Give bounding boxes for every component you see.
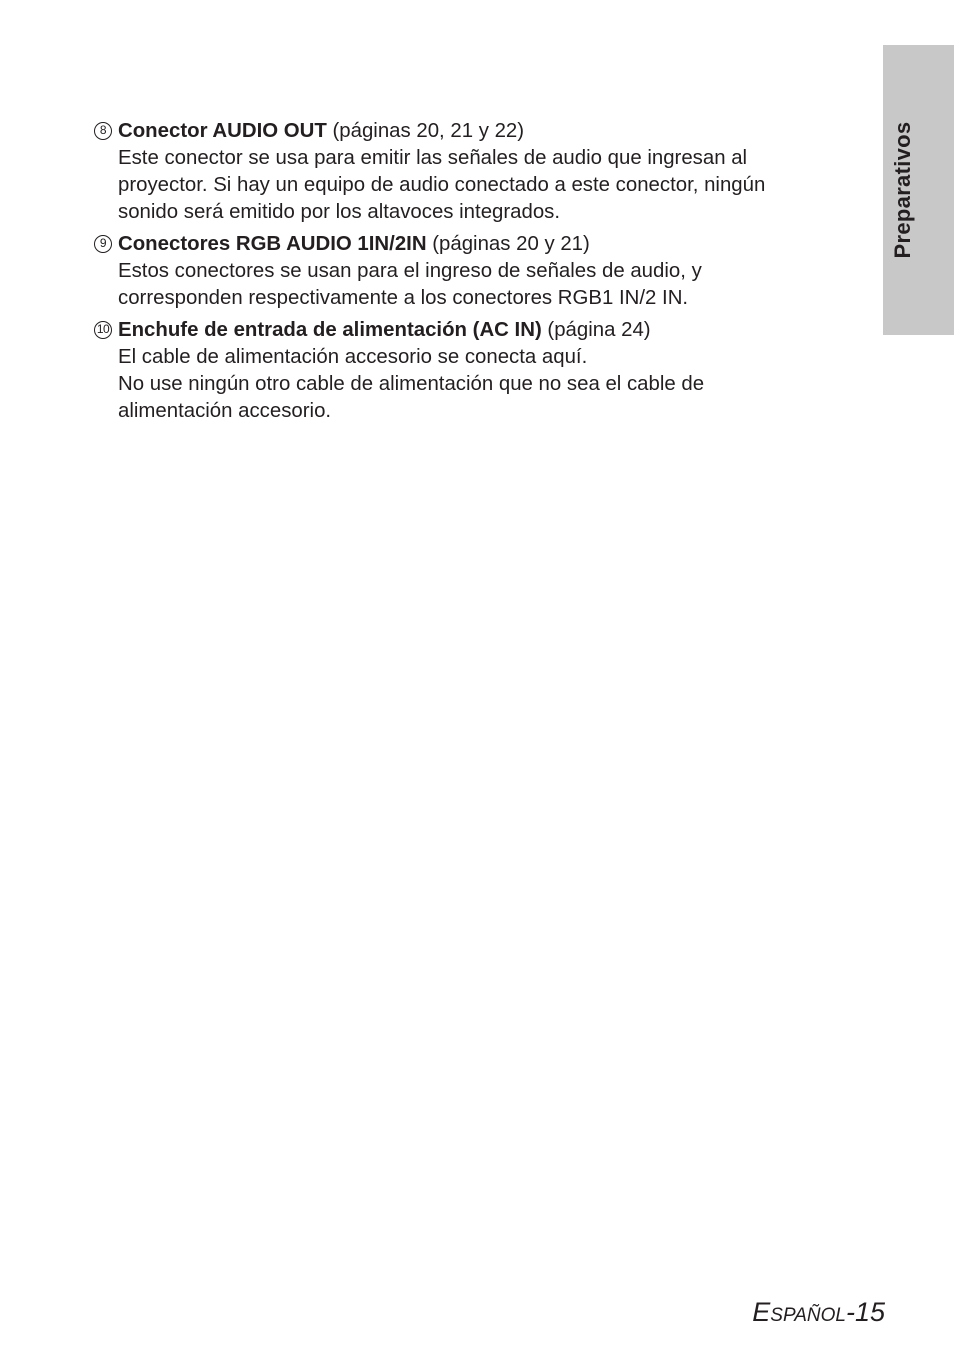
description-line: sonido será emitido por los altavoces integrados. (118, 201, 561, 223)
description-line: proyector. Si hay un equipo de audio conectado a este conector, ningún (118, 174, 766, 196)
page-reference: (páginas 20, 21 y 22) (326, 120, 525, 142)
description-line: corresponden respectivamente a los conectores RGB1 IN/2 IN. (118, 287, 689, 309)
description-line: El cable de alimentación accesorio se conecta aquí. (118, 346, 588, 368)
list-item (92, 317, 862, 425)
page-number-footer (752, 1297, 885, 1328)
page-reference: (páginas 20 y 21) (426, 233, 590, 255)
item-title: Conector AUDIO OUT (118, 120, 327, 142)
circled-number-icon: 10 (94, 321, 112, 339)
page-reference: (página 24) (541, 319, 651, 341)
description-line: alimentación accesorio. (118, 400, 332, 422)
footer-initial: E (752, 1297, 771, 1327)
description-line: Este conector se usa para emitir las señales de audio que ingresan al (118, 147, 748, 169)
section-tab-label: Preparativos (890, 121, 915, 259)
list-item (92, 118, 862, 226)
item-title: Enchufe de entrada de alimentación (AC IN) (118, 319, 542, 341)
circled-number-icon: 9 (94, 235, 112, 253)
footer-page-number: -15 (845, 1297, 885, 1327)
circled-number-icon: 8 (94, 122, 112, 140)
item-title: Conectores RGB AUDIO 1IN/2IN (118, 233, 427, 255)
description-line: No use ningún otro cable de alimentación que no sea el cable de (118, 373, 705, 395)
list-item (92, 231, 862, 312)
description-line: Estos conectores se usan para el ingreso de señales de audio, y (118, 260, 702, 282)
footer-language: SPAÑOL (770, 1305, 846, 1326)
page-content (92, 118, 862, 430)
